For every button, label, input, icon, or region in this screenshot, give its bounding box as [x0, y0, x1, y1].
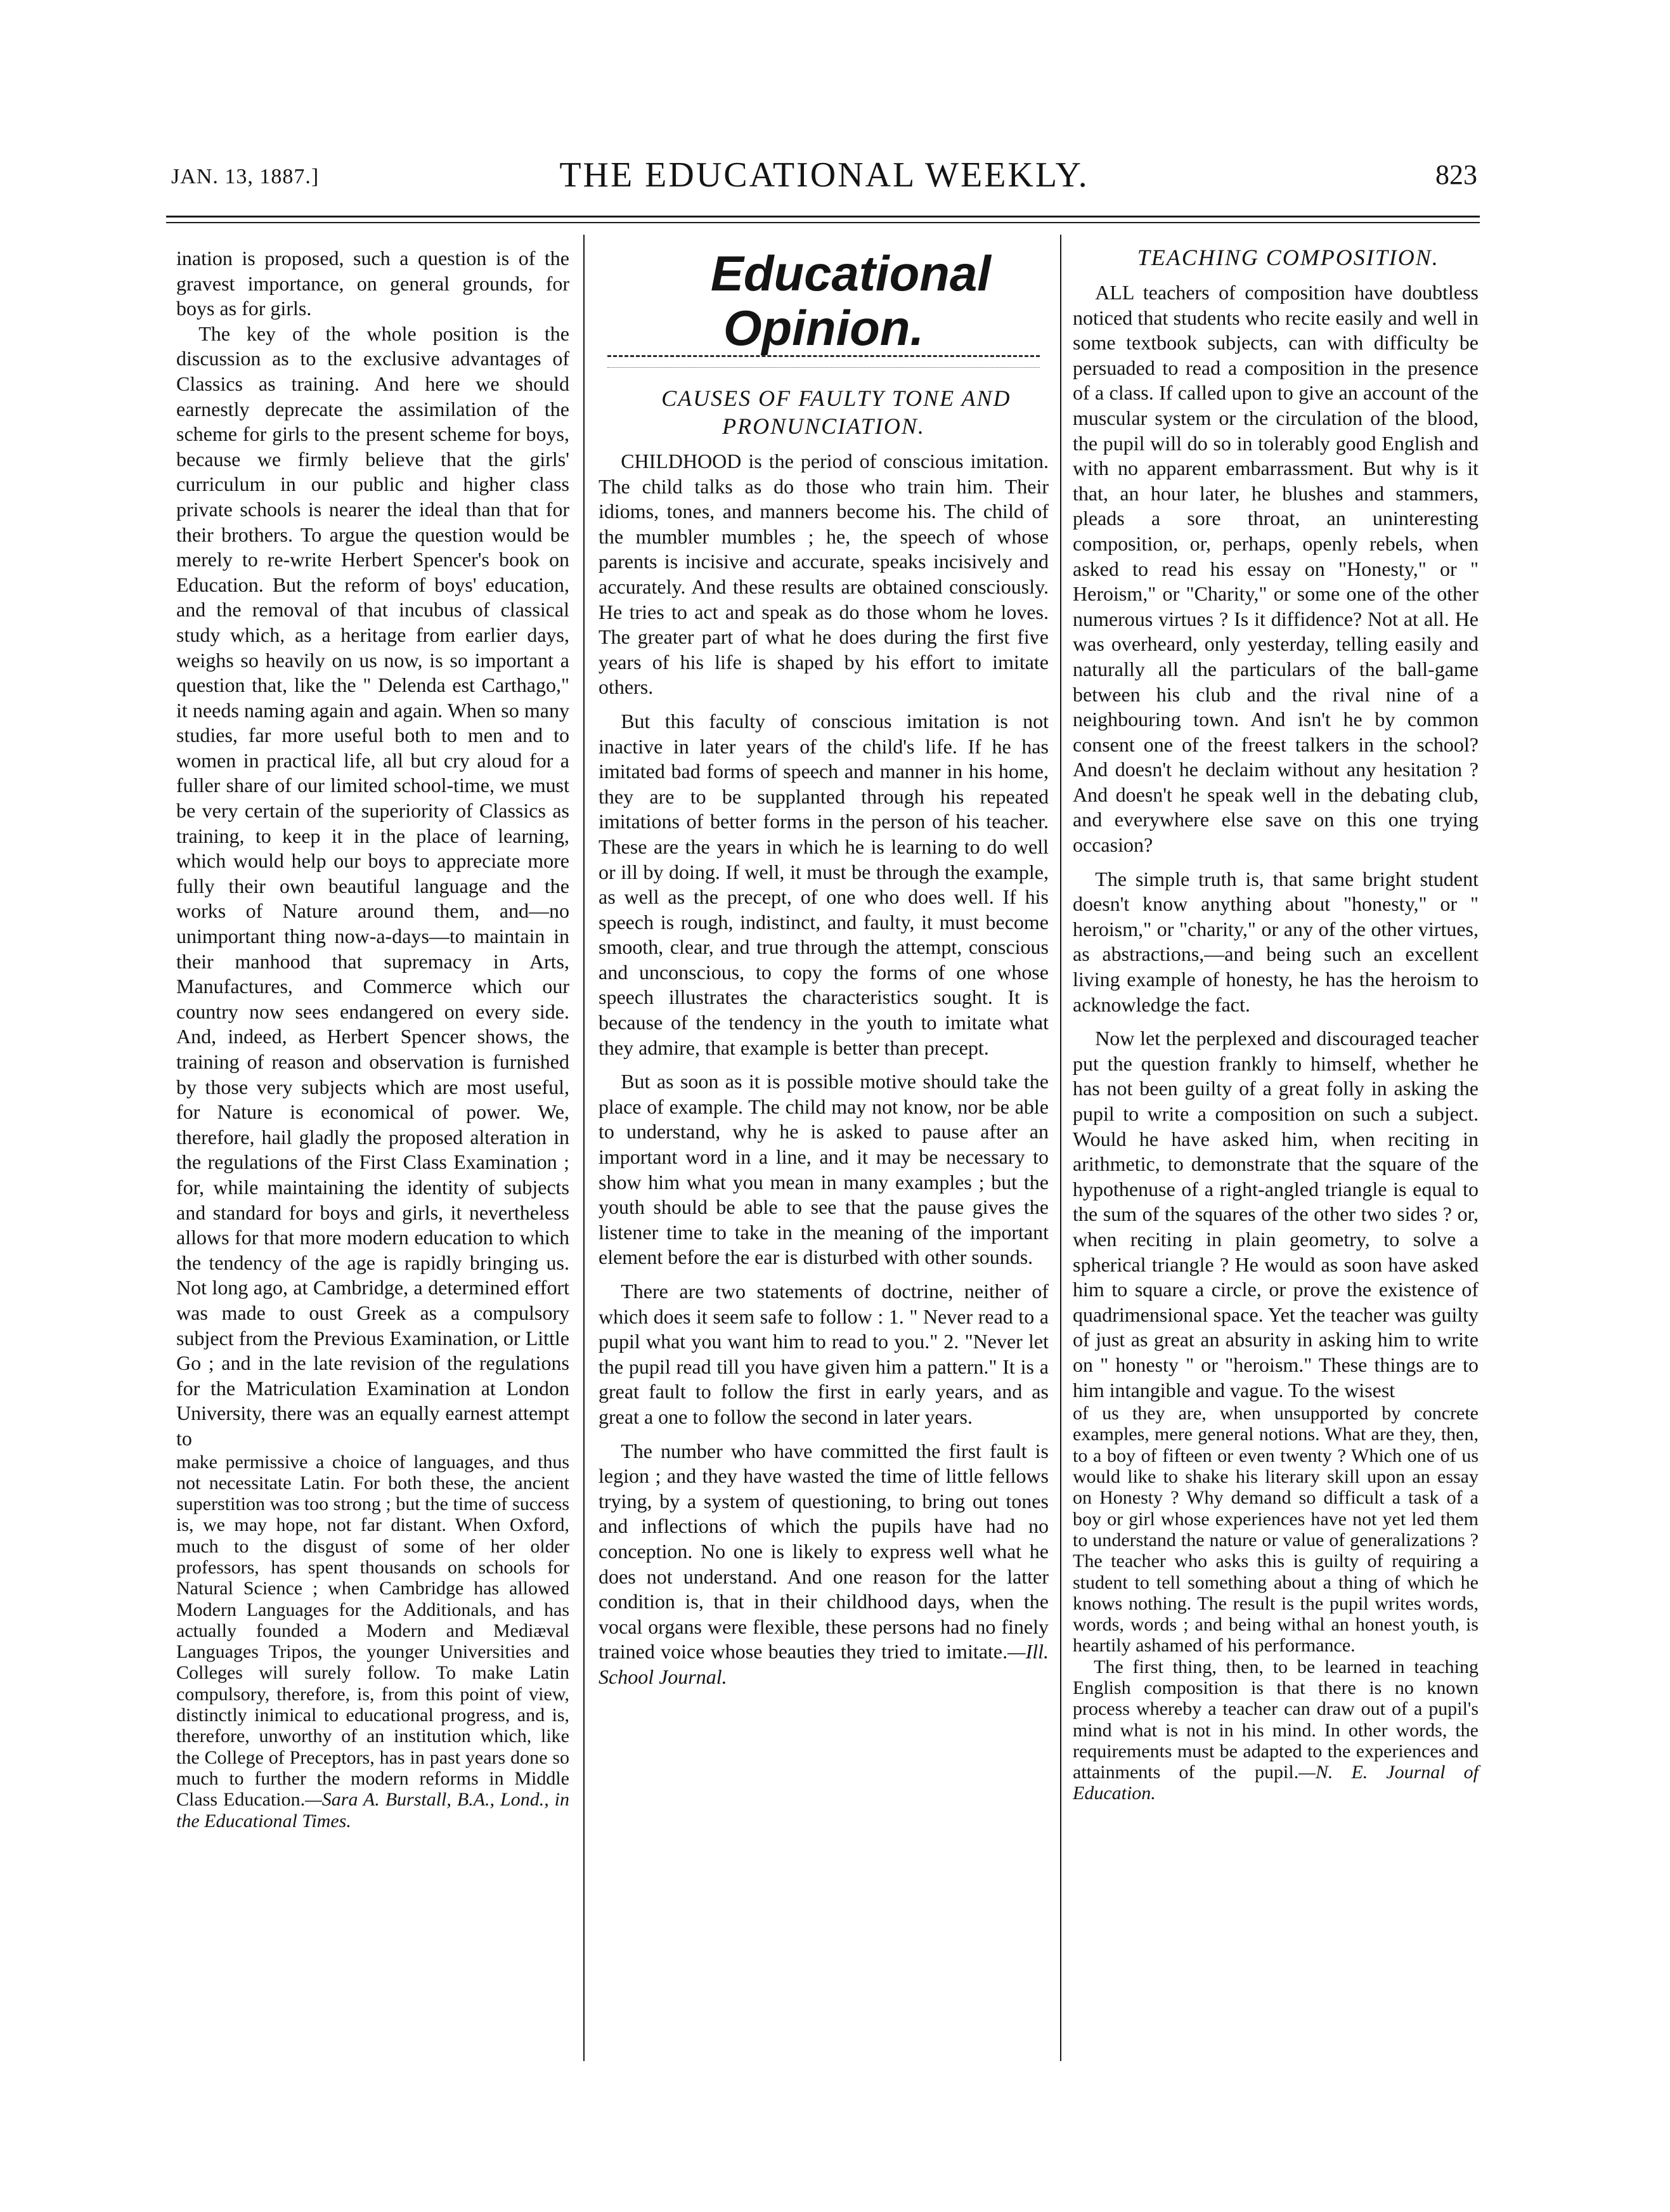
paragraph: Now let the perplexed and discouraged teacher put the question frankly to himself, whether he has not been guilty of a great folly in asking the pupil to write a composition on such a subject. Would he have asked him, when reciting in arithmetic, to demonstrate that the square of the hypothenuse of a right-angled triangle is equal to the sum of the squares of the other two sides ? or, when reciting in plain geometry, to solve a spherical triangle ? He would as soon have asked him to square a circle, or prove the existence of quadrimensional space. Yet the teacher was guilty of just as great an absurity in asking him to write on " honesty " or "heroism." These things are to him intangible and vague. To the wisest [1073, 1027, 1479, 1402]
page-header [171, 155, 1477, 197]
column-1 [176, 246, 569, 1831]
paragraph: But as soon as it is possible motive should take the place of example. The child may not know, nor be able to understand, why he is asked to pause after an important word in a line, and it may be necessary to show him what you mean in many examples ; but the youth should be able to see that the pause gives the listener time to take in the meaning of the important element before the ear is disturbed with other sounds. [599, 1070, 1049, 1269]
issue-date: JAN. 13, 1887.] [171, 165, 320, 188]
article-source: —Sara A. Burstall, B.A., Lond., in the Educational Times. [176, 1789, 570, 1831]
ornamental-rule [607, 355, 1040, 368]
paragraph: CHILDHOOD is the period of conscious imitation. The child talks as do those who train him. Their idioms, tones, and manners become his. The child of the mumbler mumbles ; he, the speech of whose parents is incisive and accurate, speaks incisively and accurately. And these results are obtained consciously. He tries to act and speak as do those whom he loves. The greater part of what he does during the first five years of his life is shaped by his effort to imitate others. [599, 450, 1049, 699]
paragraph-small: of us they are, when unsupported by concrete examples, mere general notions. What are they, then, to a boy of fifteen or even twenty ? Which one of us would like to shake his literary skill upon an essay on Honesty ? Why demand so difficult a task of a boy or girl whose experiences have not yet led them to understand the nature or value of generalizations ? The teacher who asks this is guilty of requiring a student to tell something about a thing of which he knows nothing. The result is the pupil writes words, words, words ; and being withal an honest youth, is heartily ashamed of his performance. [1073, 1403, 1479, 1656]
paragraph: The simple truth is, that same bright student doesn't know anything about "honesty," or " heroism," or "charity," or any of the other virtues, as abstractions,—and being such an excellent living example of honesty, he has the heroism to acknowledge the fact. [1073, 867, 1479, 1016]
column-3 [1073, 246, 1479, 1804]
section-title: Educational Opinion. [710, 245, 991, 356]
header-rule-thin [166, 222, 1480, 223]
page-number: 823 [1435, 159, 1477, 190]
article-title: CAUSES OF FAULTY TONE AND PRONUNCIATION. [661, 386, 1011, 439]
column-divider [1060, 235, 1061, 2061]
paragraph: But this faculty of conscious imitation is not inactive in later years of the child's life. If he has imitated bad forms of speech and manner in his home, they are to be supplanted through his repeated imitations of better forms in the person of his teacher. These are the years in which he is learning to do well or ill by doing. If well, it must be through the example, as well as the precept, of one who does well. If his speech is rough, indistinct, and faulty, it must become smooth, clear, and true through the attempt, conscious and unconscious, to copy the forms of one whose speech illustrates the characteristics sought. It is because of the tendency in the youth to imitate what they admire, that example is better than precept. [599, 709, 1049, 1059]
paragraph [599, 1439, 1049, 1690]
paragraph: The key of the whole position is the discussion as to the exclusive advantages of Classics as training. And here we should earnestly deprecate the assimilation of the scheme for girls to the present scheme for boys, because we firmly believe that the girls' curriculum in our public and higher class private schools is nearer the ideal than that for their brothers. To argue the question would be merely to re-write Herbert Spencer's book on Education. But the reform of boys' education, and the removal of that incubus of classical study which, as a heritage from earlier days, weighs so heavily on us now, is so important a question that, like the " Delenda est Carthago," it needs naming again and again. When so many studies, far more useful both to men and to women in practical life, all but cry aloud for a fuller share of our limited school-time, we must be very certain of the superiority of Classics as training, to keep it in the place of learning, which would help our boys to appreciate more fully their own beautiful language and the works of Nature around them, and—no unimportant thing now-a-days—to maintain in their manhood that supremacy in Arts, Manufactures, and Commerce which our country now sees endangered on every side. And, indeed, as Herbert Spencer shows, the training of reason and observation is furnished by those very subjects which are most useful, for Nature is economical of power. We, therefore, hail gladly the proposed alteration in the regulations of the First Class Examination ; for, while maintaining the identity of subjects and standard for boys and girls, it nevertheless allows for that more modern education to which the tendency of the age is rapidly bringing us. Not long ago, at Cambridge, a determined effort was made to oust Greek as a compulsory subject from the Previous Examination, or Little Go ; and in the late revision of the regulations for the Matriculation Examination at London University, there was an equally earnest attempt to [176, 322, 569, 1450]
publication-title: THE EDUCATIONAL WEEKLY. [559, 155, 1089, 195]
paragraph: ination is proposed, such a question is of the gravest importance, on general grounds, for boys as for girls. [176, 247, 569, 320]
paragraph-small [176, 1452, 569, 1831]
column-divider [583, 235, 585, 2061]
paragraph-text: make permissive a choice of languages, and thus not necessitate Latin. For both these, the ancient superstition was too strong ; but the time of success is, we may hope, not far distant. When Oxford, much to the disgust of some of her older professors, has spent thousands on schools for Natural Science ; when Cambridge has allowed Modern Languages for the Additionals, and has actually founded a Modern and Mediæval Languages Tripos, the younger Universities and Colleges will surely follow. To make Latin compulsory, therefore, is, from this point of view, distinctly inimical to educational progress, and is, therefore, unworthy of an institution which, like the College of Preceptors, has in past years done so much to further the modern reforms in Middle Class Education. [176, 1451, 569, 1811]
paragraph-text: The first thing, then, to be learned in teaching English composition is that there is no known process whereby a teacher can draw out of a pupil's mind what is not in his mind. In other words, the requirements must be adapted to the experiences and attainments of the pupil. [1073, 1656, 1479, 1783]
header-rule [166, 216, 1480, 218]
paragraph: ALL teachers of composition have doubtless noticed that students who recite easily and well in some textbook subjects, can with difficulty be persuaded to read a composition in the presence of a class. If called upon to give an account of the muscular system or the circulation of the blood, the pupil will do so in tolerably good English and with no apparent embarrassment. But why is it that, an hour later, he blushes and stammers, pleads a sore throat, an uninteresting composition, or, perhaps, openly rebels, when asked to read his essay on "Honesty," or " Heroism," or "Charity," or some one of the other numerous virtues ? Is it diffidence? Not at all. He was overheard, only yesterday, telling easily and naturally all the particulars of the ball-game between his club and the rival nine of a neighbouring town. And isn't he by common consent one of the freest talkers in the school? And doesn't he declaim without any hesitation ? And doesn't he speak well in the debating club, and everywhere else save on this one trying occasion? [1073, 281, 1479, 857]
column-2 [599, 246, 1049, 1690]
article-title: TEACHING COMPOSITION. [1137, 245, 1439, 270]
paragraph: There are two statements of doctrine, neither of which does it seem safe to follow : 1. " Never read to a pupil what you want him to read to you." 2. "Never let the pupil read till you have given him a pattern." It is a great fault to follow the first in early years, and as great a one to follow the second in later years. [599, 1280, 1049, 1428]
paragraph-small [1073, 1656, 1479, 1804]
article-source: —Ill. School Journal. [599, 1640, 1049, 1688]
paragraph-text: The number who have committed the first fault is legion ; and they have wasted the time of little fellows trying, by a system of questioning, to bring out tones and inflections of which the pupils have had no conception. No one is likely to express well what he does not understand. And one reason for the latter condition is, that in their childhood days, when the vocal organs were flexible, these persons had no finely trained voice whose beauties they tried to imitate. [599, 1439, 1049, 1663]
article-source: —N. E. Journal of Education. [1073, 1762, 1479, 1804]
